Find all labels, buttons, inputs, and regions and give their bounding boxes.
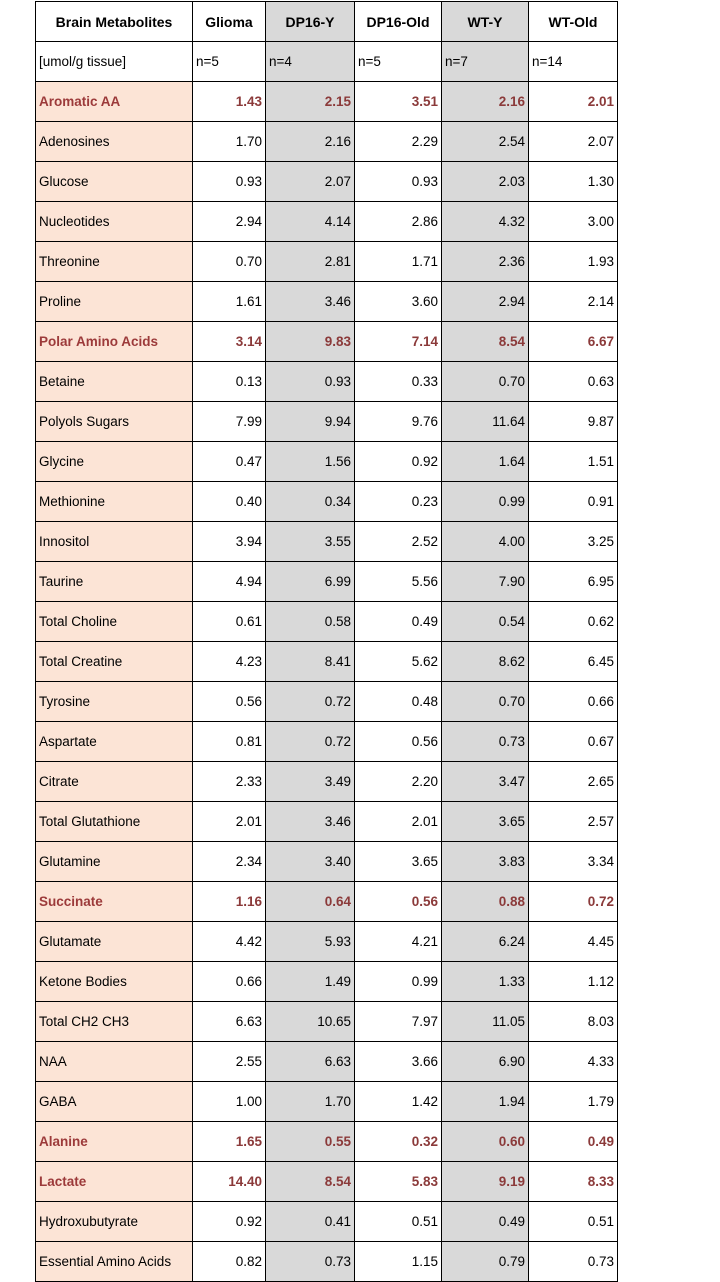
metabolite-name: Glutamate — [36, 922, 193, 962]
value-cell: 0.63 — [529, 362, 618, 402]
value-cell: 0.70 — [193, 242, 266, 282]
value-cell: 0.33 — [355, 362, 442, 402]
table-row — [36, 1202, 618, 1242]
value-cell: 0.72 — [266, 682, 355, 722]
metabolite-name: Aspartate — [36, 722, 193, 762]
table-row — [36, 882, 618, 922]
value-cell: 0.58 — [266, 602, 355, 642]
value-cell: 0.67 — [529, 722, 618, 762]
table-row — [36, 202, 618, 242]
value-cell: 0.61 — [193, 602, 266, 642]
table-row — [36, 1162, 618, 1202]
value-cell: 0.73 — [266, 1242, 355, 1282]
value-cell: 8.03 — [529, 1002, 618, 1042]
value-cell: 2.86 — [355, 202, 442, 242]
value-cell: 5.93 — [266, 922, 355, 962]
metabolite-name: Polyols Sugars — [36, 402, 193, 442]
value-cell: 6.45 — [529, 642, 618, 682]
value-cell: 4.00 — [442, 522, 529, 562]
metabolite-name: Succinate — [36, 882, 193, 922]
value-cell: 0.70 — [442, 682, 529, 722]
value-cell: 7.99 — [193, 402, 266, 442]
value-cell: 2.03 — [442, 162, 529, 202]
value-cell: 2.15 — [266, 82, 355, 122]
value-cell: 1.33 — [442, 962, 529, 1002]
table-row — [36, 242, 618, 282]
metabolite-name: Innositol — [36, 522, 193, 562]
metabolite-name: Total Glutathione — [36, 802, 193, 842]
value-cell: 0.32 — [355, 1122, 442, 1162]
n-wt-old: n=14 — [529, 42, 618, 82]
table-row — [36, 762, 618, 802]
table-row — [36, 82, 618, 122]
n-dp16-y: n=4 — [266, 42, 355, 82]
value-cell: 1.70 — [193, 122, 266, 162]
metabolite-name: Essential Amino Acids — [36, 1242, 193, 1282]
metabolite-name: Citrate — [36, 762, 193, 802]
value-cell: 1.49 — [266, 962, 355, 1002]
metabolite-name: Threonine — [36, 242, 193, 282]
value-cell: 2.36 — [442, 242, 529, 282]
value-cell: 3.66 — [355, 1042, 442, 1082]
table-row — [36, 1042, 618, 1082]
metabolite-name: Glycine — [36, 442, 193, 482]
table-row — [36, 162, 618, 202]
value-cell: 8.62 — [442, 642, 529, 682]
value-cell: 4.33 — [529, 1042, 618, 1082]
table-row — [36, 402, 618, 442]
value-cell: 1.70 — [266, 1082, 355, 1122]
header-wt-y: WT-Y — [442, 2, 529, 42]
value-cell: 0.62 — [529, 602, 618, 642]
value-cell: 10.65 — [266, 1002, 355, 1042]
table-row — [36, 562, 618, 602]
value-cell: 2.07 — [266, 162, 355, 202]
value-cell: 1.65 — [193, 1122, 266, 1162]
value-cell: 6.95 — [529, 562, 618, 602]
value-cell: 0.72 — [529, 882, 618, 922]
n-dp16-old: n=5 — [355, 42, 442, 82]
value-cell: 0.64 — [266, 882, 355, 922]
value-cell: 0.91 — [529, 482, 618, 522]
metabolite-name: Proline — [36, 282, 193, 322]
metabolite-name: Hydroxubutyrate — [36, 1202, 193, 1242]
metabolite-name: Glucose — [36, 162, 193, 202]
value-cell: 0.92 — [193, 1202, 266, 1242]
units-row — [36, 42, 618, 82]
metabolite-name: GABA — [36, 1082, 193, 1122]
value-cell: 3.65 — [442, 802, 529, 842]
value-cell: 3.83 — [442, 842, 529, 882]
table-row — [36, 602, 618, 642]
metabolite-name: Total CH2 CH3 — [36, 1002, 193, 1042]
value-cell: 1.93 — [529, 242, 618, 282]
value-cell: 0.93 — [266, 362, 355, 402]
value-cell: 7.14 — [355, 322, 442, 362]
value-cell: 0.51 — [529, 1202, 618, 1242]
header-glioma: Glioma — [193, 2, 266, 42]
value-cell: 4.21 — [355, 922, 442, 962]
value-cell: 4.45 — [529, 922, 618, 962]
table-row — [36, 682, 618, 722]
value-cell: 0.49 — [355, 602, 442, 642]
table-row — [36, 1122, 618, 1162]
value-cell: 0.56 — [355, 882, 442, 922]
value-cell: 1.16 — [193, 882, 266, 922]
value-cell: 5.56 — [355, 562, 442, 602]
metabolite-name: Polar Amino Acids — [36, 322, 193, 362]
value-cell: 4.42 — [193, 922, 266, 962]
value-cell: 0.55 — [266, 1122, 355, 1162]
metabolite-name: Total Choline — [36, 602, 193, 642]
value-cell: 11.64 — [442, 402, 529, 442]
value-cell: 3.51 — [355, 82, 442, 122]
value-cell: 6.90 — [442, 1042, 529, 1082]
value-cell: 3.94 — [193, 522, 266, 562]
value-cell: 0.56 — [193, 682, 266, 722]
value-cell: 2.01 — [529, 82, 618, 122]
table-row — [36, 1082, 618, 1122]
header-dp16-y: DP16-Y — [266, 2, 355, 42]
value-cell: 1.42 — [355, 1082, 442, 1122]
value-cell: 7.90 — [442, 562, 529, 602]
table-row — [36, 802, 618, 842]
value-cell: 5.62 — [355, 642, 442, 682]
value-cell: 8.54 — [442, 322, 529, 362]
value-cell: 3.47 — [442, 762, 529, 802]
value-cell: 6.63 — [266, 1042, 355, 1082]
value-cell: 1.61 — [193, 282, 266, 322]
value-cell: 2.52 — [355, 522, 442, 562]
value-cell: 6.24 — [442, 922, 529, 962]
table-row — [36, 522, 618, 562]
value-cell: 4.32 — [442, 202, 529, 242]
metabolite-table — [35, 1, 618, 1282]
units-label: [umol/g tissue] — [36, 42, 193, 82]
value-cell: 1.15 — [355, 1242, 442, 1282]
value-cell: 2.34 — [193, 842, 266, 882]
value-cell: 2.57 — [529, 802, 618, 842]
metabolite-name: Glutamine — [36, 842, 193, 882]
value-cell: 1.30 — [529, 162, 618, 202]
n-wt-y: n=7 — [442, 42, 529, 82]
metabolite-name: Taurine — [36, 562, 193, 602]
value-cell: 0.99 — [355, 962, 442, 1002]
value-cell: 2.20 — [355, 762, 442, 802]
table-row — [36, 282, 618, 322]
value-cell: 1.43 — [193, 82, 266, 122]
value-cell: 2.94 — [193, 202, 266, 242]
value-cell: 2.01 — [193, 802, 266, 842]
metabolite-name: Betaine — [36, 362, 193, 402]
value-cell: 0.93 — [355, 162, 442, 202]
value-cell: 7.97 — [355, 1002, 442, 1042]
value-cell: 0.70 — [442, 362, 529, 402]
value-cell: 0.66 — [193, 962, 266, 1002]
value-cell: 3.00 — [529, 202, 618, 242]
value-cell: 14.40 — [193, 1162, 266, 1202]
value-cell: 2.33 — [193, 762, 266, 802]
value-cell: 0.60 — [442, 1122, 529, 1162]
value-cell: 0.13 — [193, 362, 266, 402]
value-cell: 0.51 — [355, 1202, 442, 1242]
value-cell: 3.55 — [266, 522, 355, 562]
value-cell: 2.65 — [529, 762, 618, 802]
n-glioma: n=5 — [193, 42, 266, 82]
table-row — [36, 362, 618, 402]
value-cell: 6.99 — [266, 562, 355, 602]
value-cell: 2.16 — [266, 122, 355, 162]
value-cell: 0.66 — [529, 682, 618, 722]
value-cell: 8.54 — [266, 1162, 355, 1202]
value-cell: 2.94 — [442, 282, 529, 322]
value-cell: 0.41 — [266, 1202, 355, 1242]
metabolite-name: Ketone Bodies — [36, 962, 193, 1002]
value-cell: 9.87 — [529, 402, 618, 442]
metabolite-name: Nucleotides — [36, 202, 193, 242]
metabolite-name: Lactate — [36, 1162, 193, 1202]
value-cell: 9.94 — [266, 402, 355, 442]
metabolite-name: Aromatic AA — [36, 82, 193, 122]
metabolite-name: Alanine — [36, 1122, 193, 1162]
value-cell: 0.88 — [442, 882, 529, 922]
table-row — [36, 1002, 618, 1042]
metabolite-name: Total Creatine — [36, 642, 193, 682]
value-cell: 0.73 — [442, 722, 529, 762]
value-cell: 1.94 — [442, 1082, 529, 1122]
value-cell: 0.73 — [529, 1242, 618, 1282]
value-cell: 11.05 — [442, 1002, 529, 1042]
value-cell: 2.07 — [529, 122, 618, 162]
value-cell: 0.54 — [442, 602, 529, 642]
value-cell: 2.01 — [355, 802, 442, 842]
value-cell: 0.72 — [266, 722, 355, 762]
header-metabolites: Brain Metabolites — [36, 2, 193, 42]
value-cell: 0.82 — [193, 1242, 266, 1282]
value-cell: 0.49 — [442, 1202, 529, 1242]
value-cell: 9.83 — [266, 322, 355, 362]
value-cell: 2.14 — [529, 282, 618, 322]
value-cell: 3.65 — [355, 842, 442, 882]
value-cell: 3.46 — [266, 802, 355, 842]
value-cell: 3.49 — [266, 762, 355, 802]
value-cell: 9.19 — [442, 1162, 529, 1202]
table-row — [36, 642, 618, 682]
value-cell: 1.64 — [442, 442, 529, 482]
value-cell: 3.34 — [529, 842, 618, 882]
value-cell: 0.34 — [266, 482, 355, 522]
value-cell: 5.83 — [355, 1162, 442, 1202]
metabolite-name: Methionine — [36, 482, 193, 522]
header-row — [36, 2, 618, 42]
value-cell: 2.54 — [442, 122, 529, 162]
table-row — [36, 322, 618, 362]
value-cell: 1.00 — [193, 1082, 266, 1122]
value-cell: 8.33 — [529, 1162, 618, 1202]
value-cell: 1.79 — [529, 1082, 618, 1122]
metabolite-name: NAA — [36, 1042, 193, 1082]
table-row — [36, 842, 618, 882]
value-cell: 9.76 — [355, 402, 442, 442]
value-cell: 3.40 — [266, 842, 355, 882]
table-row — [36, 922, 618, 962]
value-cell: 3.25 — [529, 522, 618, 562]
table-row — [36, 722, 618, 762]
header-dp16-old: DP16-Old — [355, 2, 442, 42]
value-cell: 8.41 — [266, 642, 355, 682]
value-cell: 0.93 — [193, 162, 266, 202]
value-cell: 1.71 — [355, 242, 442, 282]
value-cell: 3.14 — [193, 322, 266, 362]
value-cell: 2.16 — [442, 82, 529, 122]
metabolite-name: Tyrosine — [36, 682, 193, 722]
value-cell: 0.49 — [529, 1122, 618, 1162]
value-cell: 2.29 — [355, 122, 442, 162]
value-cell: 6.63 — [193, 1002, 266, 1042]
table-row — [36, 962, 618, 1002]
table-row — [36, 122, 618, 162]
value-cell: 4.94 — [193, 562, 266, 602]
value-cell: 0.23 — [355, 482, 442, 522]
value-cell: 2.81 — [266, 242, 355, 282]
value-cell: 1.56 — [266, 442, 355, 482]
value-cell: 4.23 — [193, 642, 266, 682]
table-row — [36, 442, 618, 482]
value-cell: 6.67 — [529, 322, 618, 362]
value-cell: 3.60 — [355, 282, 442, 322]
value-cell: 0.92 — [355, 442, 442, 482]
value-cell: 0.47 — [193, 442, 266, 482]
table-row — [36, 1242, 618, 1282]
value-cell: 4.14 — [266, 202, 355, 242]
value-cell: 0.99 — [442, 482, 529, 522]
value-cell: 3.46 — [266, 282, 355, 322]
value-cell: 1.51 — [529, 442, 618, 482]
value-cell: 0.56 — [355, 722, 442, 762]
value-cell: 1.12 — [529, 962, 618, 1002]
value-cell: 0.81 — [193, 722, 266, 762]
value-cell: 0.48 — [355, 682, 442, 722]
metabolite-name: Adenosines — [36, 122, 193, 162]
value-cell: 2.55 — [193, 1042, 266, 1082]
header-wt-old: WT-Old — [529, 2, 618, 42]
value-cell: 0.40 — [193, 482, 266, 522]
value-cell: 0.79 — [442, 1242, 529, 1282]
table-row — [36, 482, 618, 522]
